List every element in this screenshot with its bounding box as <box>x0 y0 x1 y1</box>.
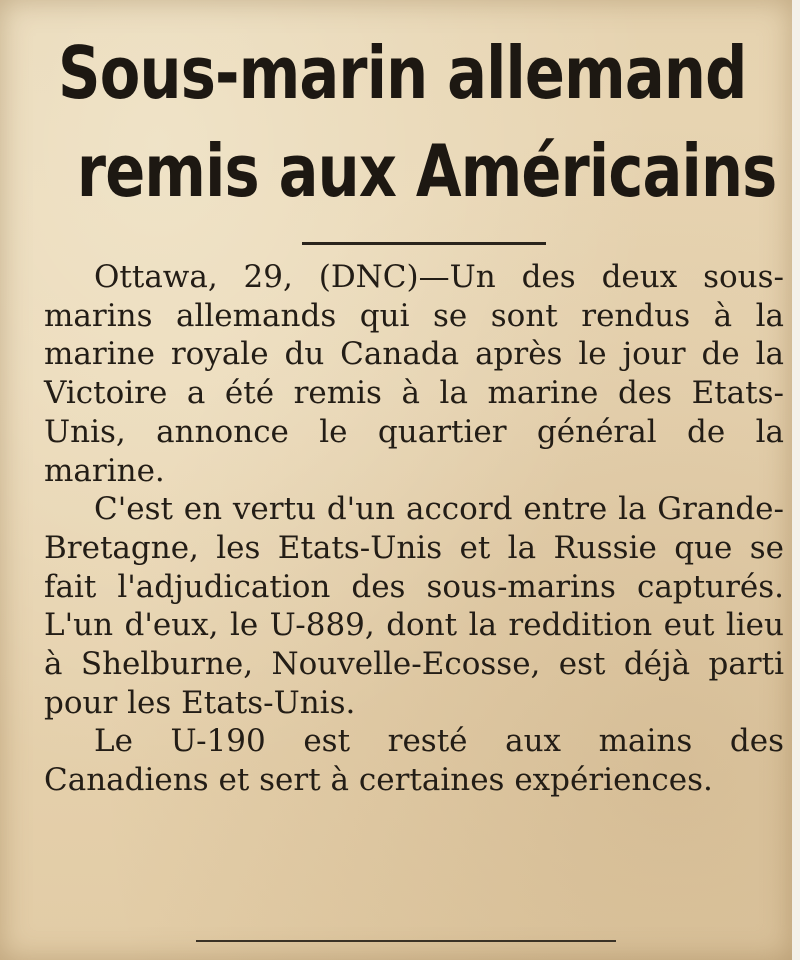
article-paragraph-2: C'est en vertu d'un accord entre la Grande-Bretagne, les Etats-Unis et la Russie que se fait l'adjudication des sous-marins capturés. L'un d'eux, le U-889, dont la reddition eut lieu à Shelburne, Nouvelle-Ecosse, est déjà parti pour les Etats-Unis. <box>44 491 784 721</box>
headline-line-2: remis aux Américains <box>76 129 777 213</box>
headline-line-1: Sous-marin allemand <box>58 31 747 115</box>
article-paragraph-1: Ottawa, 29, (DNC)—Un des deux sous-marins allemands qui se sont rendus à la marine royale du Canada après le jour de la Victoire a été remis à la marine des Etats-Unis, annonce le quartier général de la marine. <box>44 259 784 489</box>
article-body <box>44 258 784 800</box>
scan-margin <box>792 0 800 960</box>
article-paragraph-3: Le U-190 est resté aux mains des Canadiens et sert à certaines expériences. <box>44 723 784 799</box>
article-end-rule <box>196 940 616 942</box>
headline-divider <box>302 242 546 245</box>
article-headline <box>40 24 777 220</box>
